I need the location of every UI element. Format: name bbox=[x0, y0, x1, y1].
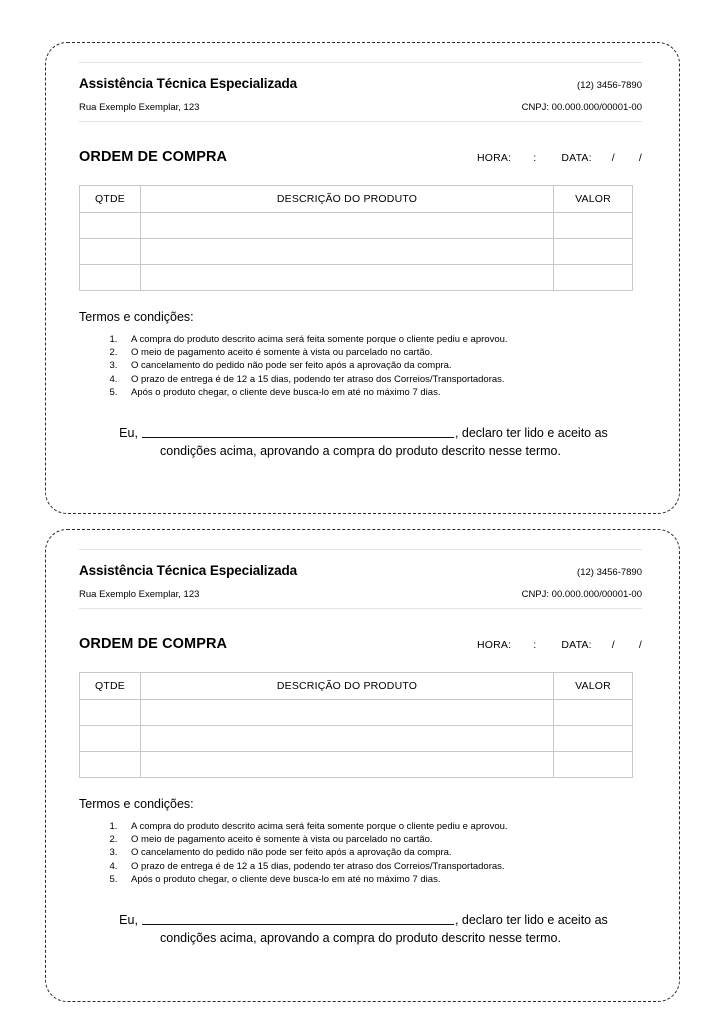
cell-valor[interactable] bbox=[554, 213, 633, 239]
table-header-row bbox=[80, 673, 633, 700]
header-rule-top-2 bbox=[79, 549, 642, 550]
column-header-qtde: QTDE bbox=[80, 186, 141, 213]
column-header-qtde: QTDE bbox=[80, 673, 141, 700]
terms-item: 1. A compra do produto descrito acima será feita somente porque o cliente pediu e aprovou. bbox=[120, 820, 642, 833]
datetime-fields-1 bbox=[477, 152, 642, 164]
product-table-1 bbox=[79, 185, 633, 291]
terms-item: 3. O cancelamento do pedido não pode ser feito após a aprovação da compra. bbox=[120, 359, 642, 372]
company-address: Rua Exemplo Exemplar, 123 bbox=[79, 589, 200, 600]
data-slash-2: / bbox=[638, 639, 642, 651]
data-slash-2: / bbox=[638, 152, 642, 164]
terms-item: 3. O cancelamento do pedido não pode ser feito após a aprovação da compra. bbox=[120, 846, 642, 859]
cell-descricao[interactable] bbox=[141, 726, 554, 752]
declaration-line-2: condições acima, aprovando a compra do produto descrito nesse termo. bbox=[160, 931, 561, 946]
terms-item: 5. Após o produto chegar, o cliente deve busca-lo em até no máximo 7 dias. bbox=[120, 386, 642, 399]
terms-item: 1. A compra do produto descrito acima será feita somente porque o cliente pediu e aprovou. bbox=[120, 333, 642, 346]
company-phone: (12) 3456-7890 bbox=[577, 567, 642, 578]
cell-descricao[interactable] bbox=[141, 265, 554, 291]
cell-descricao[interactable] bbox=[141, 239, 554, 265]
company-name: Assistência Técnica Especializada bbox=[79, 76, 298, 91]
cell-valor[interactable] bbox=[554, 700, 633, 726]
table-row[interactable] bbox=[80, 239, 633, 265]
declaration-block-2 bbox=[79, 911, 642, 947]
order-form-copy-1 bbox=[45, 42, 680, 514]
declaration-line-1 bbox=[79, 424, 642, 442]
cell-qtde[interactable] bbox=[80, 752, 141, 778]
company-header-row-2 bbox=[79, 563, 642, 578]
form-content-2 bbox=[79, 530, 642, 1001]
column-header-descricao: DESCRIÇÃO DO PRODUTO bbox=[141, 186, 554, 213]
hora-separator: : bbox=[533, 152, 537, 164]
terms-list-2 bbox=[79, 820, 642, 886]
terms-list-1 bbox=[79, 333, 642, 399]
cell-descricao[interactable] bbox=[141, 752, 554, 778]
declaration-prefix: Eu, bbox=[119, 426, 138, 441]
company-name: Assistência Técnica Especializada bbox=[79, 563, 298, 578]
cell-descricao[interactable] bbox=[141, 700, 554, 726]
terms-heading: Termos e condições: bbox=[79, 310, 194, 324]
title-row-2 bbox=[79, 636, 642, 652]
hora-separator: : bbox=[533, 639, 537, 651]
company-subheader-row-2 bbox=[79, 589, 642, 600]
cell-valor[interactable] bbox=[554, 265, 633, 291]
terms-item: 2. O meio de pagamento aceito é somente à vista ou parcelado no cartão. bbox=[120, 346, 642, 359]
page-title: ORDEM DE COMPRA bbox=[79, 149, 228, 165]
table-header-row bbox=[80, 186, 633, 213]
declaration-prefix: Eu, bbox=[119, 913, 138, 928]
company-cnpj: CNPJ: 00.000.000/00001-00 bbox=[521, 589, 642, 600]
page-title: ORDEM DE COMPRA bbox=[79, 636, 228, 652]
hora-label: HORA: bbox=[476, 152, 512, 164]
table-row[interactable] bbox=[80, 752, 633, 778]
declaration-suffix: , declaro ter lido e aceito as bbox=[454, 426, 608, 441]
company-address: Rua Exemplo Exemplar, 123 bbox=[79, 102, 200, 113]
hora-label: HORA: bbox=[476, 639, 512, 651]
data-label: DATA: bbox=[561, 639, 592, 651]
signature-line[interactable] bbox=[142, 913, 454, 925]
terms-item: 4. O prazo de entrega é de 12 a 15 dias, podendo ter atraso dos Correios/Transportadoras. bbox=[120, 860, 642, 873]
header-rule-bottom-2 bbox=[79, 608, 642, 609]
datetime-fields-2 bbox=[477, 639, 642, 651]
table-row[interactable] bbox=[80, 213, 633, 239]
cell-qtde[interactable] bbox=[80, 726, 141, 752]
cell-qtde[interactable] bbox=[80, 213, 141, 239]
cell-valor[interactable] bbox=[554, 752, 633, 778]
terms-heading: Termos e condições: bbox=[79, 797, 194, 811]
company-phone: (12) 3456-7890 bbox=[577, 80, 642, 91]
cell-qtde[interactable] bbox=[80, 265, 141, 291]
header-rule-top-1 bbox=[79, 62, 642, 63]
column-header-valor: VALOR bbox=[554, 673, 633, 700]
form-content-1 bbox=[79, 43, 642, 513]
declaration-suffix: , declaro ter lido e aceito as bbox=[454, 913, 608, 928]
cell-descricao[interactable] bbox=[141, 213, 554, 239]
data-slash-1: / bbox=[611, 639, 615, 651]
data-slash-1: / bbox=[611, 152, 615, 164]
data-label: DATA: bbox=[561, 152, 592, 164]
order-form-copy-2 bbox=[45, 529, 680, 1002]
company-subheader-row-1 bbox=[79, 102, 642, 113]
cell-qtde[interactable] bbox=[80, 239, 141, 265]
table-row[interactable] bbox=[80, 265, 633, 291]
company-cnpj: CNPJ: 00.000.000/00001-00 bbox=[521, 102, 642, 113]
title-row-1 bbox=[79, 149, 642, 165]
declaration-line-1 bbox=[79, 911, 642, 929]
header-rule-bottom-1 bbox=[79, 121, 642, 122]
product-table-2 bbox=[79, 672, 633, 778]
terms-item: 2. O meio de pagamento aceito é somente à vista ou parcelado no cartão. bbox=[120, 833, 642, 846]
declaration-line-2: condições acima, aprovando a compra do produto descrito nesse termo. bbox=[160, 444, 561, 459]
cell-qtde[interactable] bbox=[80, 700, 141, 726]
terms-item: 5. Após o produto chegar, o cliente deve busca-lo em até no máximo 7 dias. bbox=[120, 873, 642, 886]
column-header-descricao: DESCRIÇÃO DO PRODUTO bbox=[141, 673, 554, 700]
company-header-row-1 bbox=[79, 76, 642, 91]
column-header-valor: VALOR bbox=[554, 186, 633, 213]
table-row[interactable] bbox=[80, 700, 633, 726]
table-row[interactable] bbox=[80, 726, 633, 752]
signature-line[interactable] bbox=[142, 426, 454, 438]
cell-valor[interactable] bbox=[554, 239, 633, 265]
terms-item: 4. O prazo de entrega é de 12 a 15 dias, podendo ter atraso dos Correios/Transportadoras. bbox=[120, 373, 642, 386]
declaration-block-1 bbox=[79, 424, 642, 460]
cell-valor[interactable] bbox=[554, 726, 633, 752]
